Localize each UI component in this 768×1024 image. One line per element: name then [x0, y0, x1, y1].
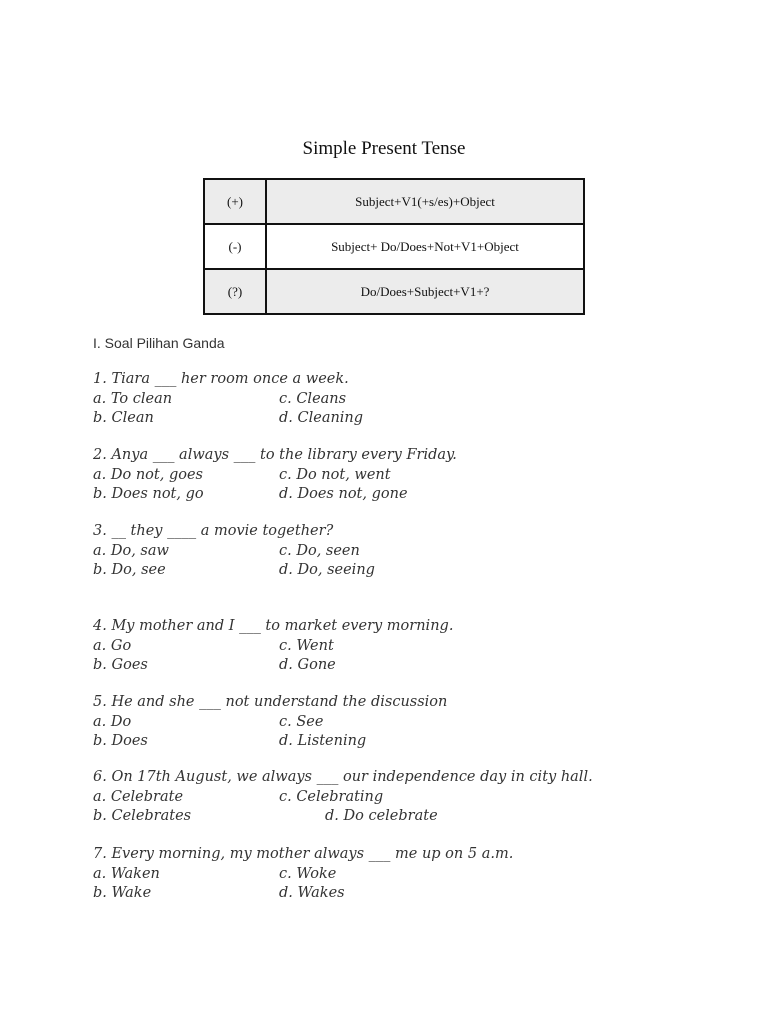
option-c: c. Celebrating	[279, 788, 384, 805]
question-item	[93, 446, 457, 505]
option-a: a. Go	[93, 637, 132, 654]
table-row	[204, 224, 584, 269]
option-c: c. See	[279, 713, 324, 730]
section-heading: I. Soal Pilihan Ganda	[93, 335, 225, 351]
option-d: d. Does not, gone	[279, 486, 408, 502]
option-c: c. Cleans	[279, 390, 347, 407]
option-row	[93, 656, 453, 676]
question-item	[93, 693, 447, 752]
option-d: d. Do celebrate	[325, 808, 438, 824]
option-d: d. Listening	[279, 733, 367, 749]
formula-table	[203, 178, 585, 315]
question-stem: 6. On 17th August, we always ___ our independence day in city hall.	[93, 769, 593, 785]
option-row	[93, 865, 513, 885]
question-stem: 7. Every morning, my mother always ___ me up on 5 a.m.	[93, 846, 514, 862]
question-stem: 4. My mother and I ___ to market every morning.	[93, 618, 454, 634]
option-row	[93, 788, 593, 808]
formula-cell: Subject+ Do/Does+Not+V1+Object	[266, 224, 584, 269]
question-item	[93, 845, 513, 904]
option-b: b. Celebrates	[93, 808, 192, 824]
question-stem: 5. He and she ___ not understand the discussion	[93, 694, 448, 710]
question-stem: 1. Tiara ___ her room once a week.	[93, 371, 349, 387]
formula-cell: Subject+V1(+s/es)+Object	[266, 179, 584, 224]
option-b: b. Does	[93, 733, 148, 749]
option-row	[93, 713, 447, 733]
option-row	[93, 884, 513, 904]
question-item	[93, 522, 375, 581]
option-c: c. Do not, went	[279, 466, 391, 483]
page-title: Simple Present Tense	[302, 138, 466, 159]
table-row	[204, 179, 584, 224]
option-row	[93, 466, 457, 486]
option-a: a. Waken	[93, 865, 160, 882]
option-row	[93, 390, 349, 410]
option-c: c. Woke	[279, 865, 337, 882]
option-a: a. Do, saw	[93, 542, 169, 559]
option-b: b. Wake	[93, 885, 152, 901]
option-row	[93, 732, 447, 752]
option-b: b. Goes	[93, 657, 148, 673]
option-c: c. Do, seen	[279, 542, 360, 559]
option-d: d. Do, seeing	[279, 562, 375, 578]
option-row	[93, 561, 375, 581]
question-item	[93, 768, 593, 827]
question-item	[93, 370, 364, 429]
question-stem: 2. Anya ___ always ___ to the library every Friday.	[93, 447, 457, 463]
option-d: d. Cleaning	[279, 410, 364, 426]
option-a: a. Celebrate	[93, 788, 184, 805]
option-row	[93, 542, 360, 562]
table-row	[204, 269, 584, 314]
formula-cell: Do/Does+Subject+V1+?	[266, 269, 584, 314]
option-d: d. Wakes	[279, 885, 345, 901]
option-c: c. Went	[279, 637, 334, 654]
option-a: a. Do	[93, 713, 132, 730]
option-b: b. Clean	[93, 410, 154, 426]
option-row	[93, 807, 593, 827]
sentence-type-cell: (+)	[204, 179, 266, 224]
option-b: b. Do, see	[93, 562, 166, 578]
option-row	[93, 637, 453, 657]
option-row	[93, 485, 457, 505]
option-b: b. Does not, go	[93, 486, 204, 502]
option-d: d. Gone	[279, 657, 336, 673]
sentence-type-cell: (?)	[204, 269, 266, 314]
option-a: a. To clean	[93, 390, 173, 407]
question-stem: 3. __ they ____ a movie together?	[93, 523, 334, 539]
question-item	[93, 617, 453, 676]
option-row	[93, 409, 364, 429]
option-a: a. Do not, goes	[93, 466, 203, 483]
sentence-type-cell: (-)	[204, 224, 266, 269]
